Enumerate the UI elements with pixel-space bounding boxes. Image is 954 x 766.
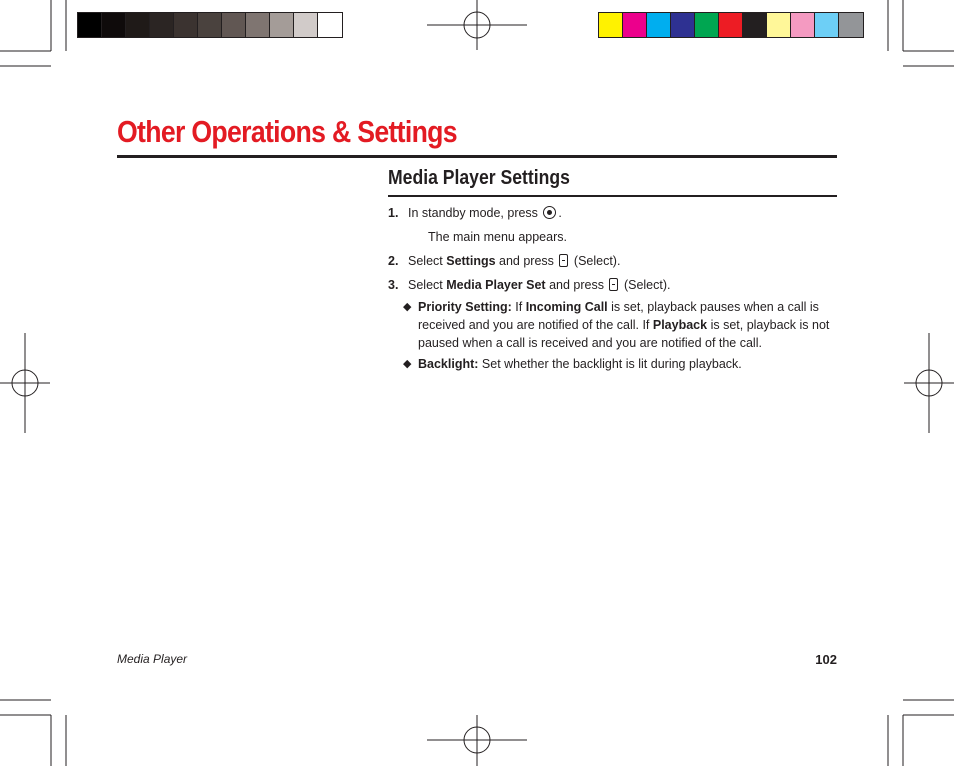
softkey-icon [559, 254, 568, 267]
gray-swatch [198, 13, 222, 37]
section-title: Media Player Settings [388, 167, 570, 189]
option-text: Set whether the backlight is lit during playback. [481, 357, 742, 371]
color-swatch [743, 13, 767, 37]
step-text: and press [499, 254, 554, 268]
step-result: The main menu appears. [428, 230, 567, 244]
color-swatch [671, 13, 695, 37]
step-text: In standby mode, press [408, 206, 538, 220]
step-number: 1. [388, 206, 399, 220]
step-number: 2. [388, 254, 399, 268]
color-swatch [647, 13, 671, 37]
step-text-end: . [558, 206, 562, 220]
gray-swatch [246, 13, 270, 37]
diamond-bullet-icon: ◆ [403, 301, 412, 313]
footer-section-name: Media Player [117, 652, 188, 666]
step-1 [388, 204, 837, 246]
gray-swatch [222, 13, 246, 37]
color-swatch-bar [598, 12, 864, 38]
option-backlight [403, 355, 837, 373]
diamond-bullet-icon: ◆ [403, 358, 412, 370]
option-text: is set, playback is not paused when a call is received and you are notified of the call. [418, 318, 830, 350]
color-swatch [767, 13, 791, 37]
option-value-incoming-call: Incoming Call [525, 300, 608, 314]
option-label: Priority Setting: [418, 300, 512, 314]
color-swatch [623, 13, 647, 37]
gray-swatch [150, 13, 174, 37]
gray-swatch [174, 13, 198, 37]
section-rule [388, 195, 837, 197]
gray-swatch [126, 13, 150, 37]
softkey-icon [609, 278, 618, 291]
gray-swatch [270, 13, 294, 37]
gray-swatch [78, 13, 102, 37]
content-body [388, 204, 837, 376]
color-swatch [719, 13, 743, 37]
option-priority-setting [403, 298, 837, 352]
step-text-end: (Select). [623, 278, 671, 292]
page-title: Other Operations & Settings [117, 114, 457, 149]
step-number: 3. [388, 278, 399, 292]
gray-swatch [294, 13, 318, 37]
step-text: Select [408, 254, 443, 268]
step-text-end: (Select). [573, 254, 621, 268]
option-list [388, 298, 837, 373]
option-text: is set, playback pauses when a call is received and you are notified of the call. If [418, 300, 819, 332]
color-swatch [695, 13, 719, 37]
page-number: 102 [815, 652, 837, 667]
gray-swatch [318, 13, 342, 37]
color-swatch [815, 13, 839, 37]
grayscale-swatch-bar [77, 12, 343, 38]
step-3 [388, 276, 837, 294]
gray-swatch [102, 13, 126, 37]
menu-item-settings: Settings [446, 254, 496, 268]
step-text: and press [549, 278, 604, 292]
color-swatch [599, 13, 623, 37]
step-2 [388, 252, 837, 270]
option-value-playback: Playback [652, 318, 708, 332]
option-text: If [515, 300, 523, 314]
option-label: Backlight: [418, 357, 479, 371]
title-rule [117, 155, 837, 158]
menu-item-media-player-set: Media Player Set [446, 278, 546, 292]
color-swatch [791, 13, 815, 37]
step-text: Select [408, 278, 443, 292]
color-swatch [839, 13, 863, 37]
center-key-icon [543, 206, 556, 219]
